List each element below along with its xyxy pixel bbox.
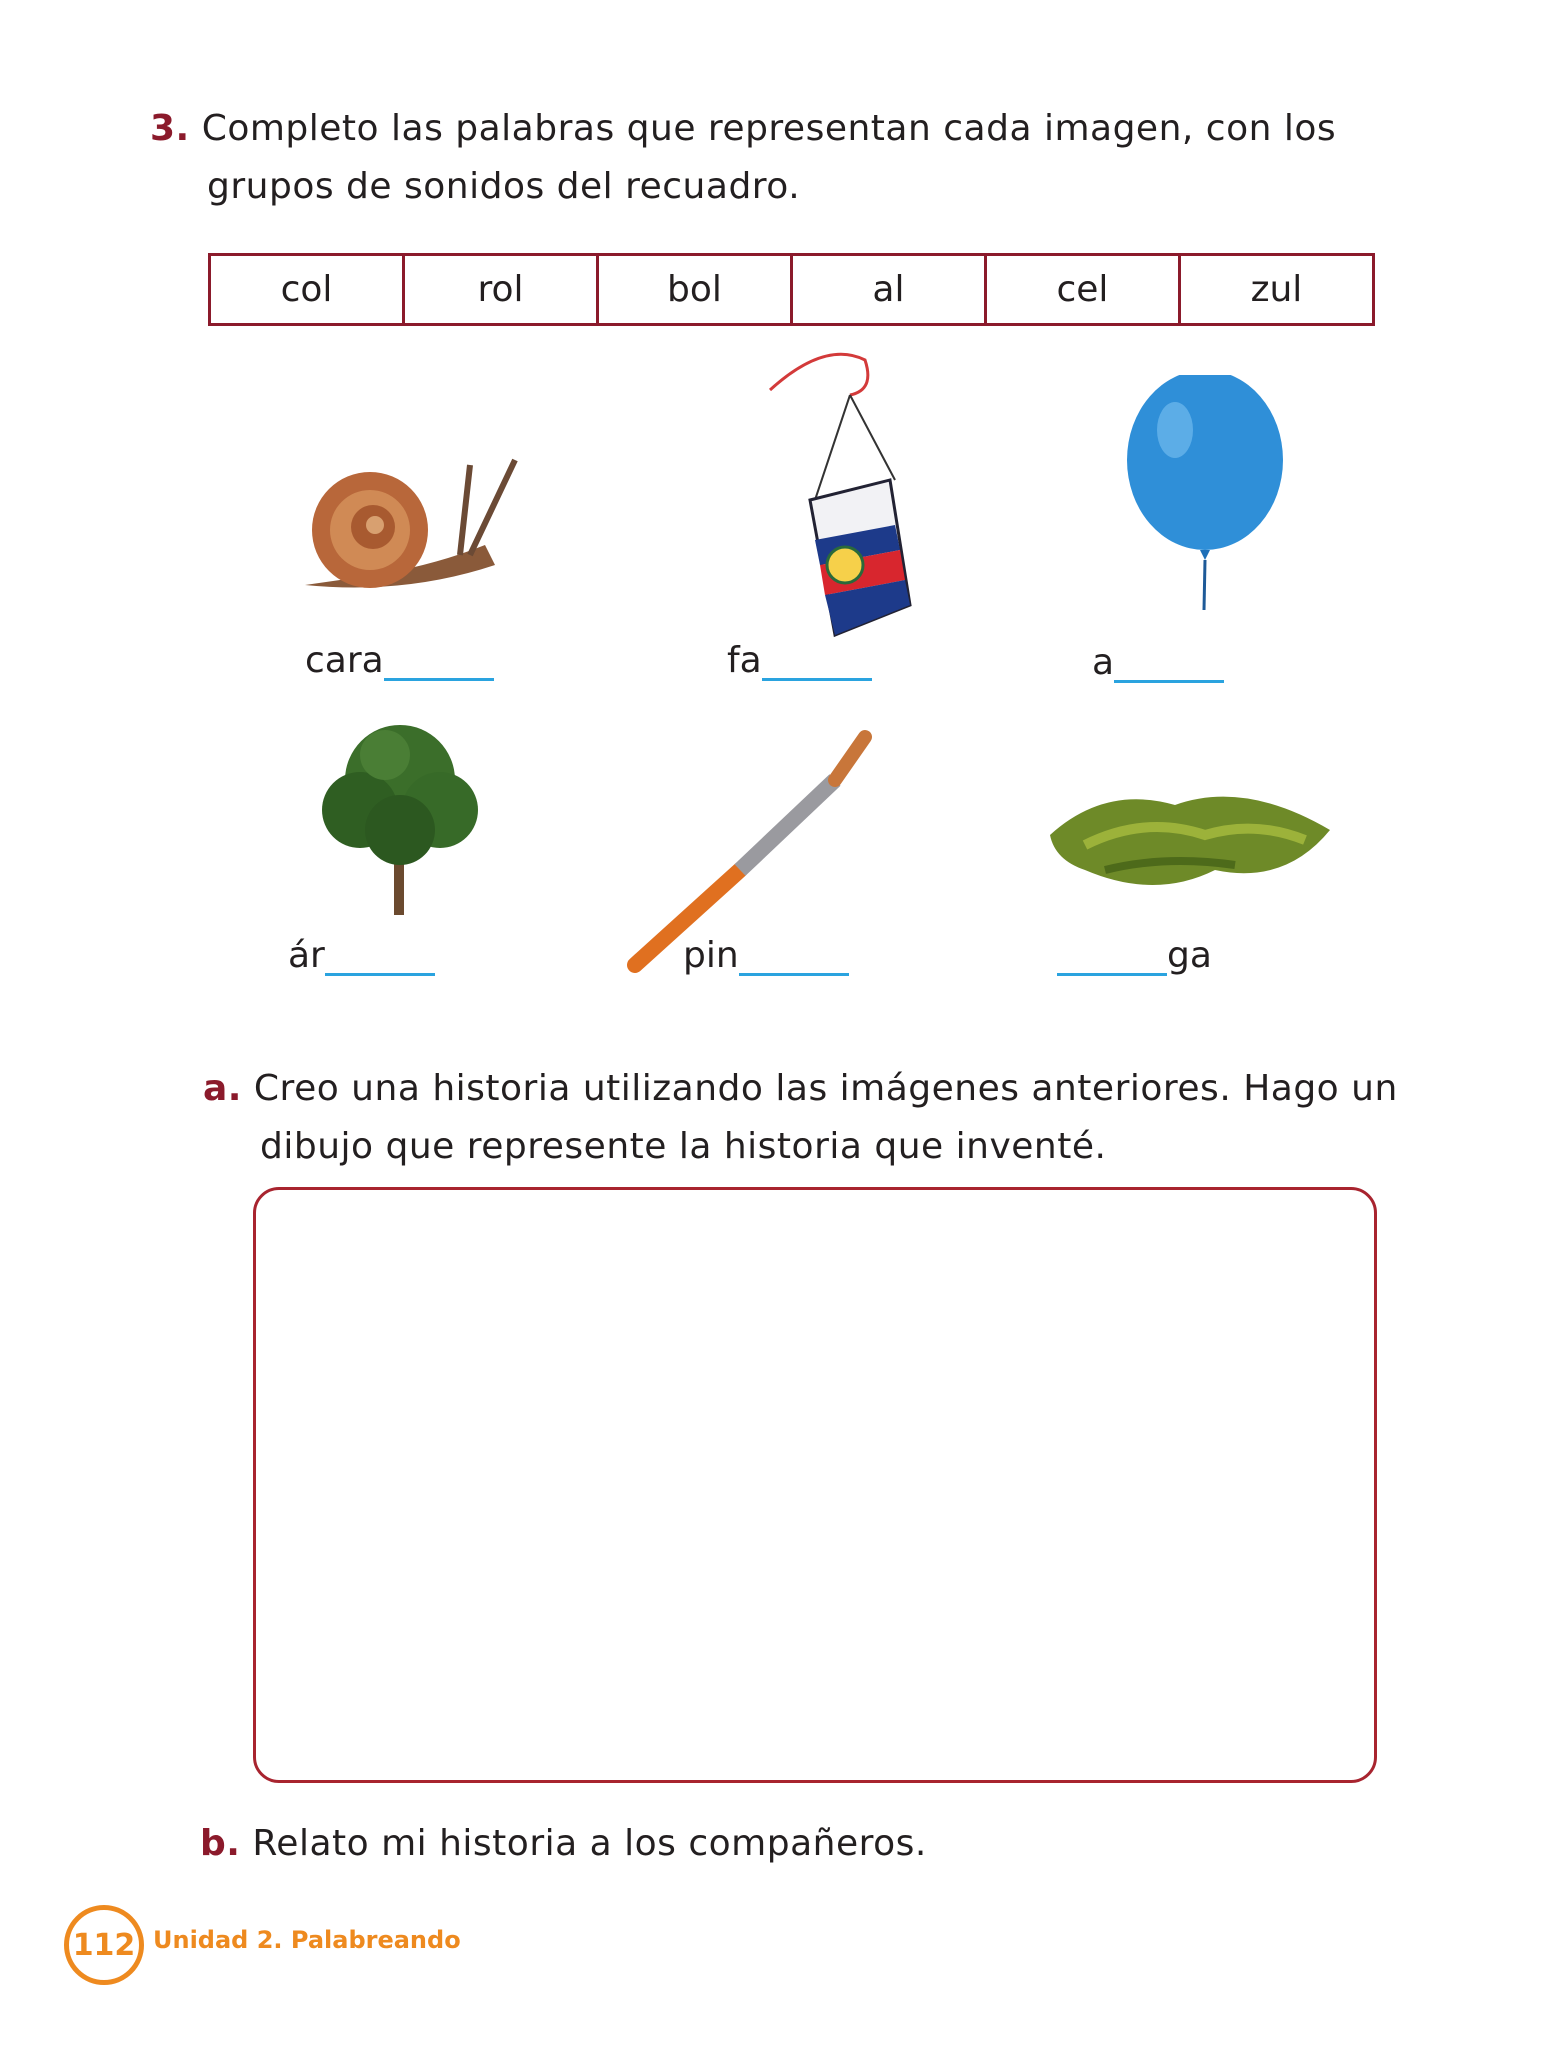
- part-a-text: Creo una historia utilizando las imágenes anteriores. Hago un: [253, 1068, 1398, 1109]
- word-item-balloon: [1092, 642, 1224, 683]
- answer-blank[interactable]: [325, 943, 435, 976]
- word-item-seaweed: [1057, 935, 1212, 976]
- paper-lantern-image: [765, 350, 925, 640]
- answer-blank[interactable]: [1114, 650, 1224, 683]
- word-prefix: pin: [683, 935, 739, 976]
- syllable-cell: cel: [985, 255, 1179, 325]
- tree-image: [320, 710, 485, 920]
- blue-balloon-image: [1120, 375, 1290, 615]
- syllable-table: [208, 253, 1375, 326]
- unit-title: Unidad 2. Palabreando: [153, 1926, 461, 1954]
- drawing-area[interactable]: [253, 1187, 1377, 1783]
- instruction-line-2: grupos de sonidos del recuadro.: [207, 166, 801, 207]
- seaweed-image: [1045, 775, 1335, 905]
- word-item-paintbrush: [683, 935, 849, 976]
- syllable-cell: al: [791, 255, 985, 325]
- answer-blank[interactable]: [384, 648, 494, 681]
- page-number-badge: 112: [64, 1905, 144, 1985]
- word-suffix: ga: [1167, 935, 1212, 976]
- syllable-cell: bol: [597, 255, 791, 325]
- exercise-instruction: [150, 108, 1336, 149]
- answer-blank[interactable]: [762, 648, 872, 681]
- word-prefix: a: [1092, 642, 1115, 683]
- syllable-cell: zul: [1179, 255, 1373, 325]
- part-a-line-1: [203, 1068, 1398, 1109]
- syllable-cell: rol: [403, 255, 597, 325]
- word-prefix: ár: [288, 935, 325, 976]
- answer-blank[interactable]: [739, 943, 849, 976]
- word-prefix: cara: [305, 640, 384, 681]
- word-item-snail: [305, 640, 494, 681]
- part-b-text: Relato mi historia a los compañeros.: [252, 1823, 927, 1864]
- snail-image: [285, 445, 525, 605]
- part-b: [200, 1823, 927, 1864]
- part-a-label: a.: [203, 1068, 242, 1109]
- instruction-line-1: Completo las palabras que representan cada imagen, con los: [201, 108, 1337, 149]
- word-prefix: fa: [727, 640, 762, 681]
- exercise-number: 3.: [150, 108, 190, 149]
- word-item-lantern: [727, 640, 872, 681]
- answer-blank[interactable]: [1057, 943, 1167, 976]
- part-b-label: b.: [200, 1823, 241, 1864]
- word-item-tree: [288, 935, 435, 976]
- syllable-cell: col: [210, 255, 404, 325]
- part-a-line-2: dibujo que represente la historia que inventé.: [260, 1126, 1107, 1167]
